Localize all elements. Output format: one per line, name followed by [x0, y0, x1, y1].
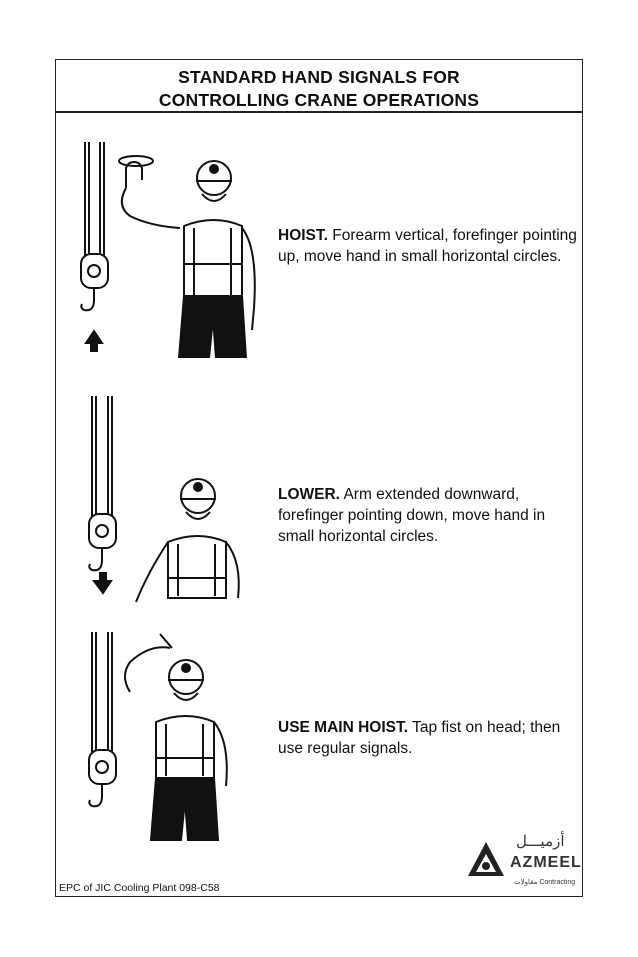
- azmeel-logo: [466, 832, 581, 892]
- worker-figure: [125, 634, 227, 840]
- crane-hook-arrow-up-icon: [81, 142, 108, 351]
- logo-brand: AZMEEL: [510, 854, 582, 871]
- lower-label: LOWER.: [278, 486, 340, 503]
- hoist-illustration: [76, 136, 276, 358]
- logo-arabic-name: أزميـــل: [516, 833, 565, 850]
- crane-hook-icon: [89, 632, 116, 806]
- main-hoist-text: Tap fist on head; then use regular signals.: [278, 719, 561, 757]
- logo-sub: [514, 878, 575, 886]
- lower-illustration: [76, 396, 276, 606]
- lower-text: Arm extended downward, forefinger pointing down, move hand in small horizontal circles.: [278, 486, 546, 545]
- hoist-label: HOIST.: [278, 227, 328, 244]
- crane-hook-arrow-down-icon: [89, 396, 116, 593]
- worker-figure: [119, 156, 255, 358]
- worker-figure: [122, 479, 239, 606]
- main-hoist-label: USE MAIN HOIST.: [278, 719, 409, 736]
- title-line-2: CONTROLLING CRANE OPERATIONS: [158, 90, 480, 110]
- logo-arabic-sub: مقاولات: [514, 879, 538, 886]
- hoist-text: Forearm vertical, forefinger pointing up, move hand in small horizontal circles.: [278, 227, 577, 265]
- title-header: [56, 60, 582, 113]
- hoist-description: [278, 225, 578, 267]
- footer-reference: EPC of JIC Cooling Plant 098-C58: [59, 882, 220, 894]
- logo-sub-text: Contracting: [539, 879, 576, 886]
- main-hoist-illustration: [76, 632, 276, 842]
- main-hoist-description: [278, 717, 578, 759]
- title-line-1: STANDARD HAND SIGNALS FOR: [178, 67, 460, 87]
- signal-sheet: [55, 59, 583, 897]
- azmeel-logo-icon: [466, 840, 506, 880]
- lower-description: [278, 484, 578, 547]
